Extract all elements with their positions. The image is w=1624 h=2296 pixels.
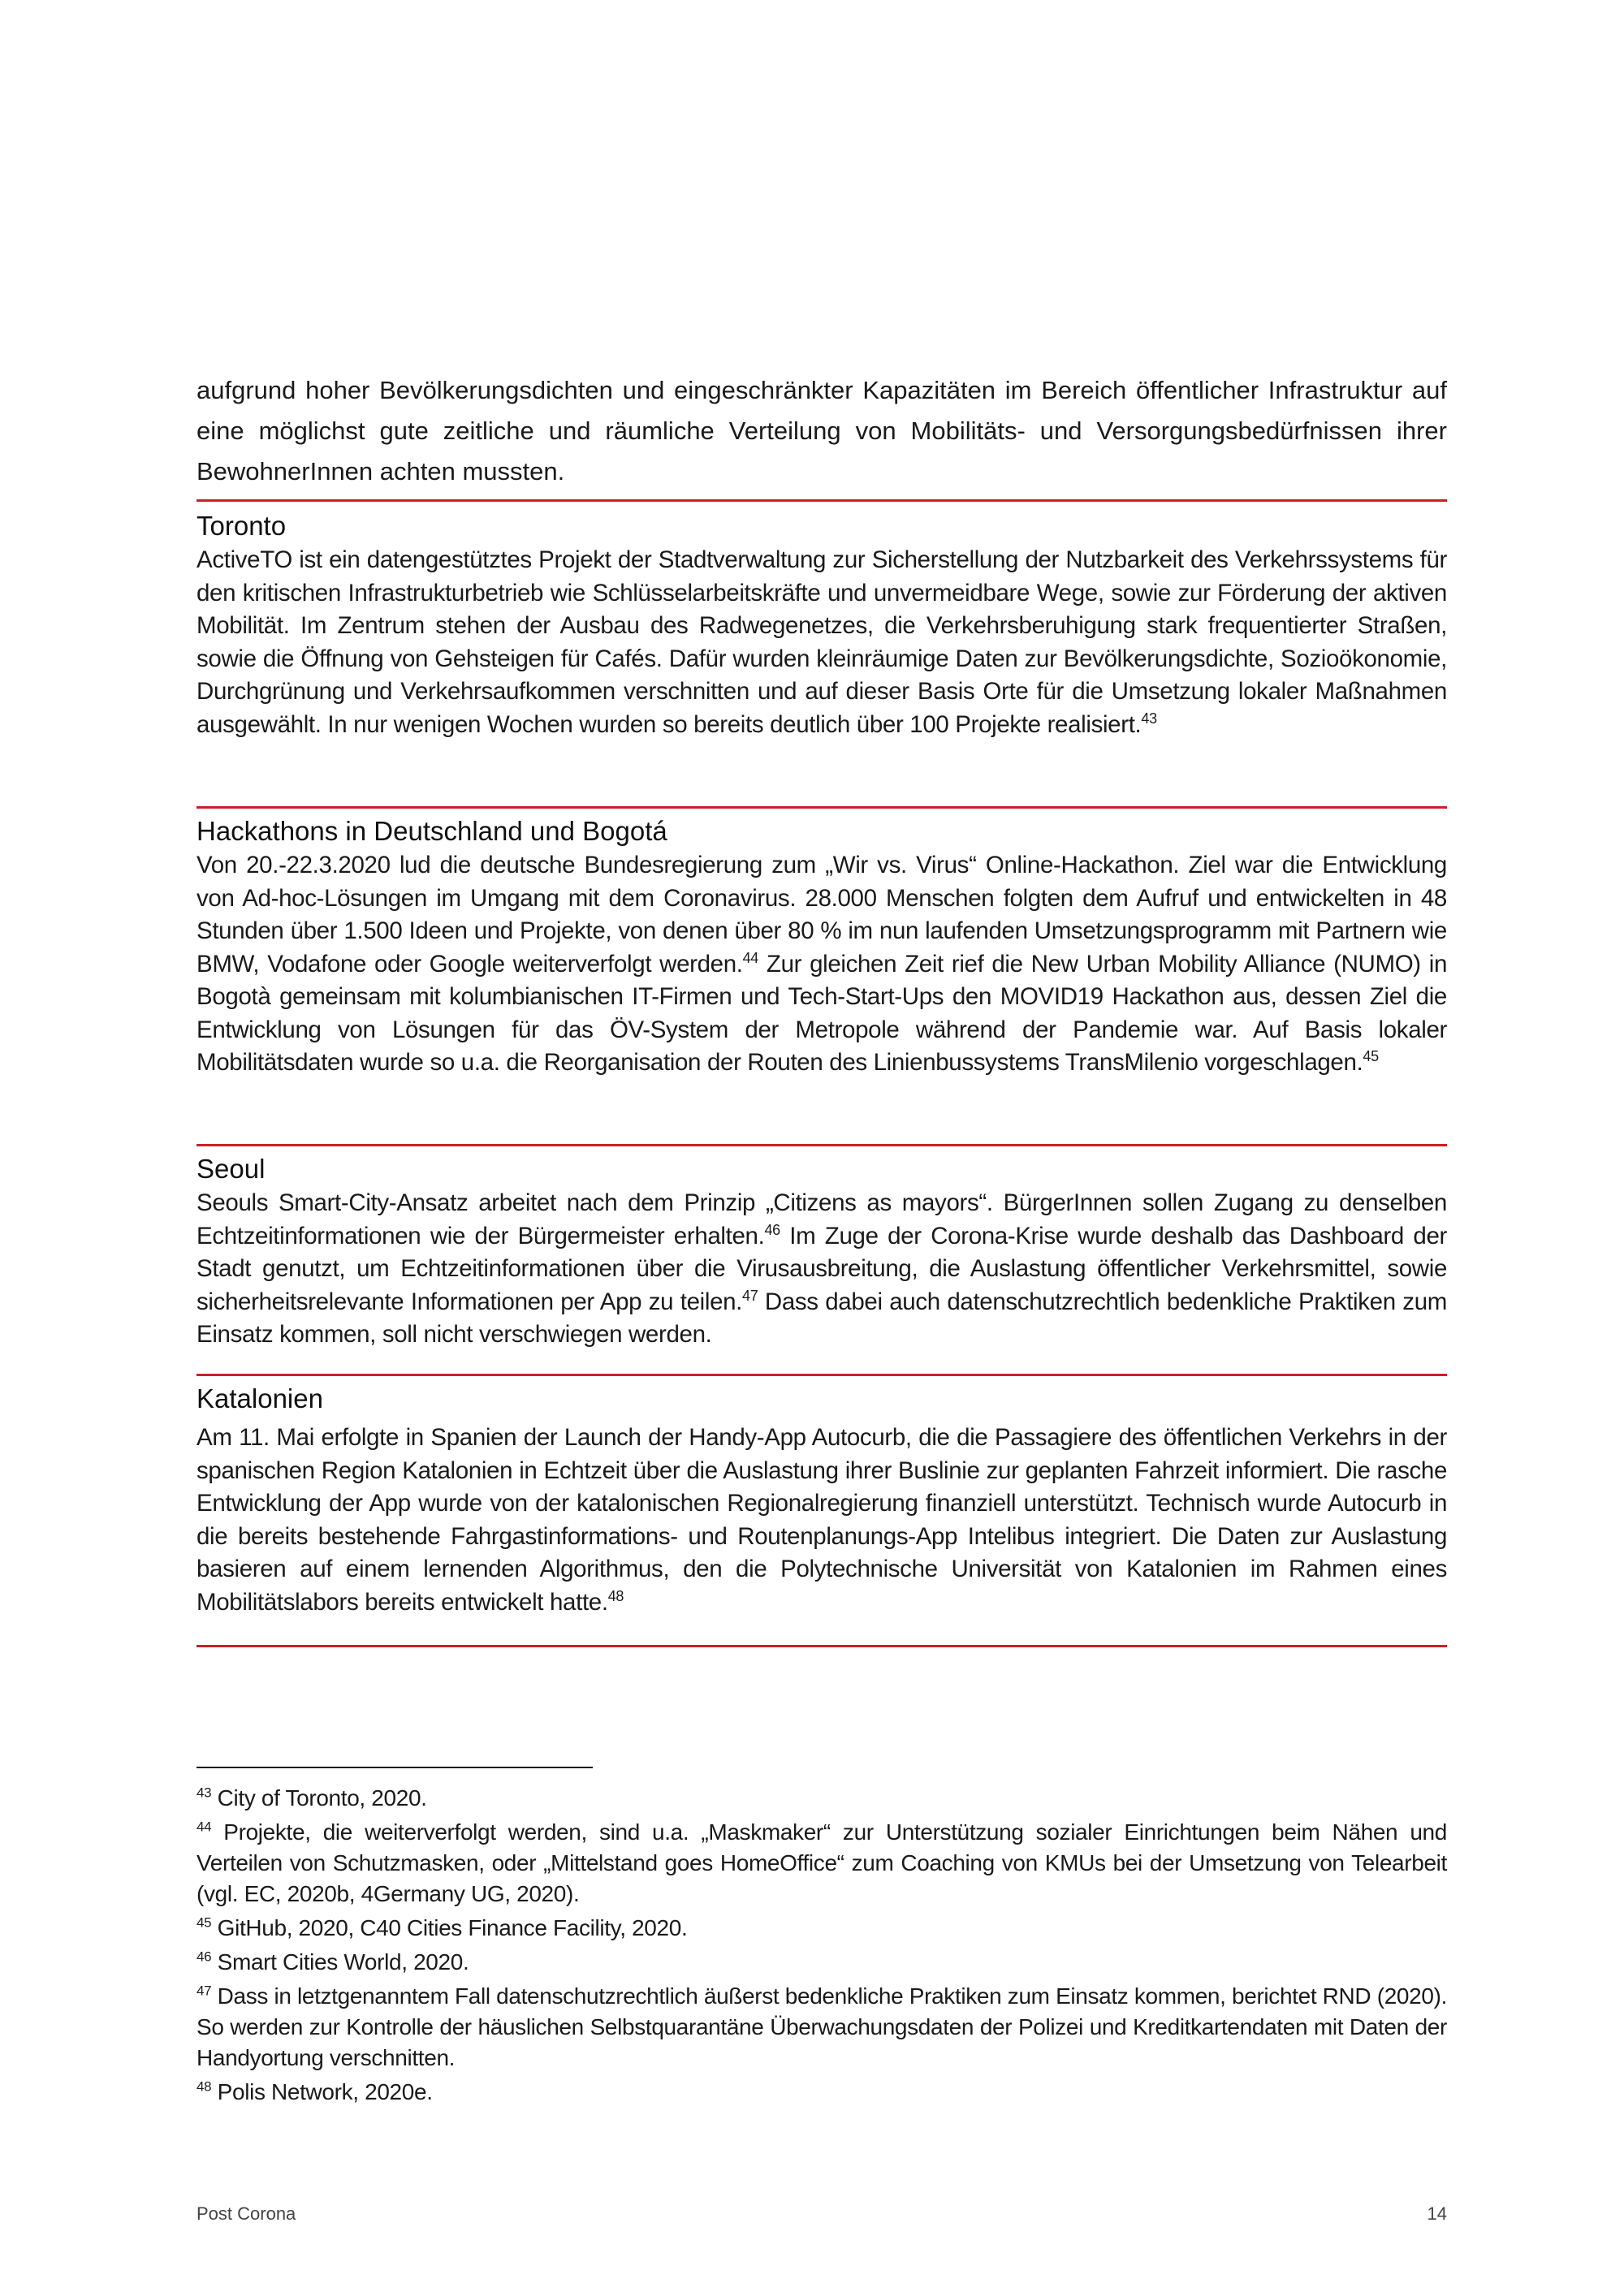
section-divider — [197, 806, 1447, 809]
footnote-ref[interactable]: 44 — [742, 949, 758, 966]
footnote: $^{45}$ GitHub, 2020, C40 Cities Finance Facility, 2020. — [197, 1914, 688, 1940]
section-divider — [197, 1374, 1447, 1376]
intro-paragraph: aufgrund hoher Bevölkerungsdichten und eingeschränkter Kapazitäten im Bereich öffentlicher Infrastruktur auf eine möglichst gute zeitliche und räumliche Verteilung von Mobilitäts- und Versorgungsbedürfnissen ihrer BewohnerInnen achten mussten. — [197, 376, 1447, 486]
section-body: ActiveTO ist ein datengestütztes Projekt der Stadtverwaltung zur Sicherstellung der Nutzbarkeit des Verkehrssystems für den kritischen Infrastrukturbetrieb wie Schlüsselarbeitskräfte und unvermeidbare Wege, sowie zur Förderung der aktiven Mobilität. Im Zentrum stehen der Ausbau des Radwegenetzes, die Verkehrsberuhigung stark frequentierter Straßen, sowie die Öffnung von Gehsteigen für Cafés. Dafür wurden kleinräumige Daten zur Bevölkerungsdichte, Sozioökonomie, Durchgrünung und Verkehrsaufkommen verschnitten und auf dieser Basis Orte für die Umsetzung lokaler Maßnahmen ausgewählt. In nur wenigen Wochen wurden so bereits deutlich über 100 Projekte realisiert.$^{43}$ — [197, 546, 1447, 738]
footnote: $^{48}$ Polis Network, 2020e. — [197, 2078, 433, 2104]
footnote: $^{47}$ Dass in letztgenanntem Fall datenschutzrechtlich äußerst bedenkliche Praktiken zum Einsatz kommen, berichtet RND (2020). So werden zur Kontrolle der häuslichen Selbstquarantäne Überwachungsdaten der Polizei und Kreditkartendaten mit Daten der Handyortung verschnitten. — [197, 1983, 1447, 2070]
section-katalonien — [197, 1381, 1447, 1619]
section-title: Hackathons in Deutschland und Bogotá — [197, 816, 667, 846]
footnote-separator — [197, 1767, 593, 1768]
footnote-ref[interactable]: 46 — [764, 1221, 780, 1238]
section-divider — [197, 1645, 1447, 1647]
footnote: $^{46}$ Smart Cities World, 2020. — [197, 1949, 469, 1974]
footnote-ref[interactable]: 45 — [1363, 1048, 1379, 1065]
footnote: $^{44}$ Projekte, die weiterverfolgt werden, sind u.a. „Maskmaker“ zur Unterstützung sozialer Einrichtungen beim Nähen und Verteilen von Schutzmasken, oder „Mittelstand goes HomeOffice“ zum Coaching von KMUs bei der Umsetzung von Telearbeit (vgl. EC, 2020b, 4Germany UG, 2020). — [197, 1819, 1447, 1906]
section-body: Seouls Smart-City-Ansatz arbeitet nach dem Prinzip „Citizens as mayors“. BürgerInnen sollen Zugang zu denselben Echtzeitinformationen wie der Bürgermeister erhalten.$^{46}$ Im Zuge der Corona-Krise wurde deshalb das Dashboard der Stadt genutzt, um Echtzeitinformationen über die Virusausbreitung, die Auslastung öffentlicher Verkehrsmittel, sowie sicherheitsrelevante Informationen per App zu teilen.$^{47}$ Dass dabei auch datenschutzrechtlich bedenkliche Praktiken zum Einsatz kommen, soll nicht verschwiegen werden. — [197, 1189, 1447, 1348]
section-seoul — [197, 1151, 1447, 1352]
footnote-ref[interactable]: 48 — [607, 1587, 624, 1604]
section-toronto — [197, 508, 1447, 741]
footnote-ref[interactable]: 47 — [742, 1287, 758, 1304]
page-number: 14 — [1427, 2203, 1447, 2224]
footnote-ref[interactable]: 43 — [1141, 710, 1157, 727]
section-hackathons — [197, 814, 1447, 1080]
section-body: Am 11. Mai erfolgte in Spanien der Launch der Handy-App Autocurb, die die Passagiere des öffentlichen Verkehrs in der spanischen Region Katalonien in Echtzeit über die Auslastung ihrer Buslinie zur geplanten Fahrzeit informiert. Die rasche Entwicklung der App wurde von der katalonischen Regionalregierung finanziell unterstützt. Technisch wurde Autocurb in die bereits bestehende Fahrgastinformations- und Routenplanungs-App Intelibus integriert. Die Daten zur Auslastung basieren auf einem lernenden Algorithmus, den die Polytechnische Universität von Katalonien im Rahmen eines Mobilitätslabors bereits entwickelt hatte.$^{48}$ — [197, 1424, 1447, 1616]
footnote: $^{43}$ City of Toronto, 2020. — [197, 1785, 427, 1810]
section-title: Katalonien — [197, 1383, 323, 1413]
section-title: Toronto — [197, 511, 287, 541]
section-title: Seoul — [197, 1154, 266, 1184]
section-divider — [197, 1144, 1447, 1146]
section-divider — [197, 499, 1447, 502]
footer-title: Post Corona — [197, 2203, 296, 2224]
footnotes — [197, 1783, 1447, 2111]
section-body: Von 20.-22.3.2020 lud die deutsche Bundesregierung zum „Wir vs. Virus“ Online-Hackathon. Ziel war die Entwicklung von Ad-hoc-Lösungen im Umgang mit dem Coronavirus. 28.000 Menschen folgten dem Aufruf und entwickelten in 48 Stunden über 1.500 Ideen und Projekte, von denen über 80 % im nun laufenden Umsetzungsprogramm mit Partnern wie BMW, Vodafone oder Google weiterverfolgt werden.$^{44}$ Zur gleichen Zeit rief die New Urban Mobility Alliance (NUMO) in Bogotà gemeinsam mit kolumbianischen IT-Firmen und Tech-Start-Ups den MOVID19 Hackathon aus, dessen Ziel die Entwicklung von Lösungen für das ÖV-System der Metropole während der Pandemie war. Auf Basis lokaler Mobilitätsdaten wurde so u.a. die Reorganisation der Routen des Linienbussystems TransMilenio vorgeschlagen.$^{45}$ — [197, 852, 1447, 1076]
